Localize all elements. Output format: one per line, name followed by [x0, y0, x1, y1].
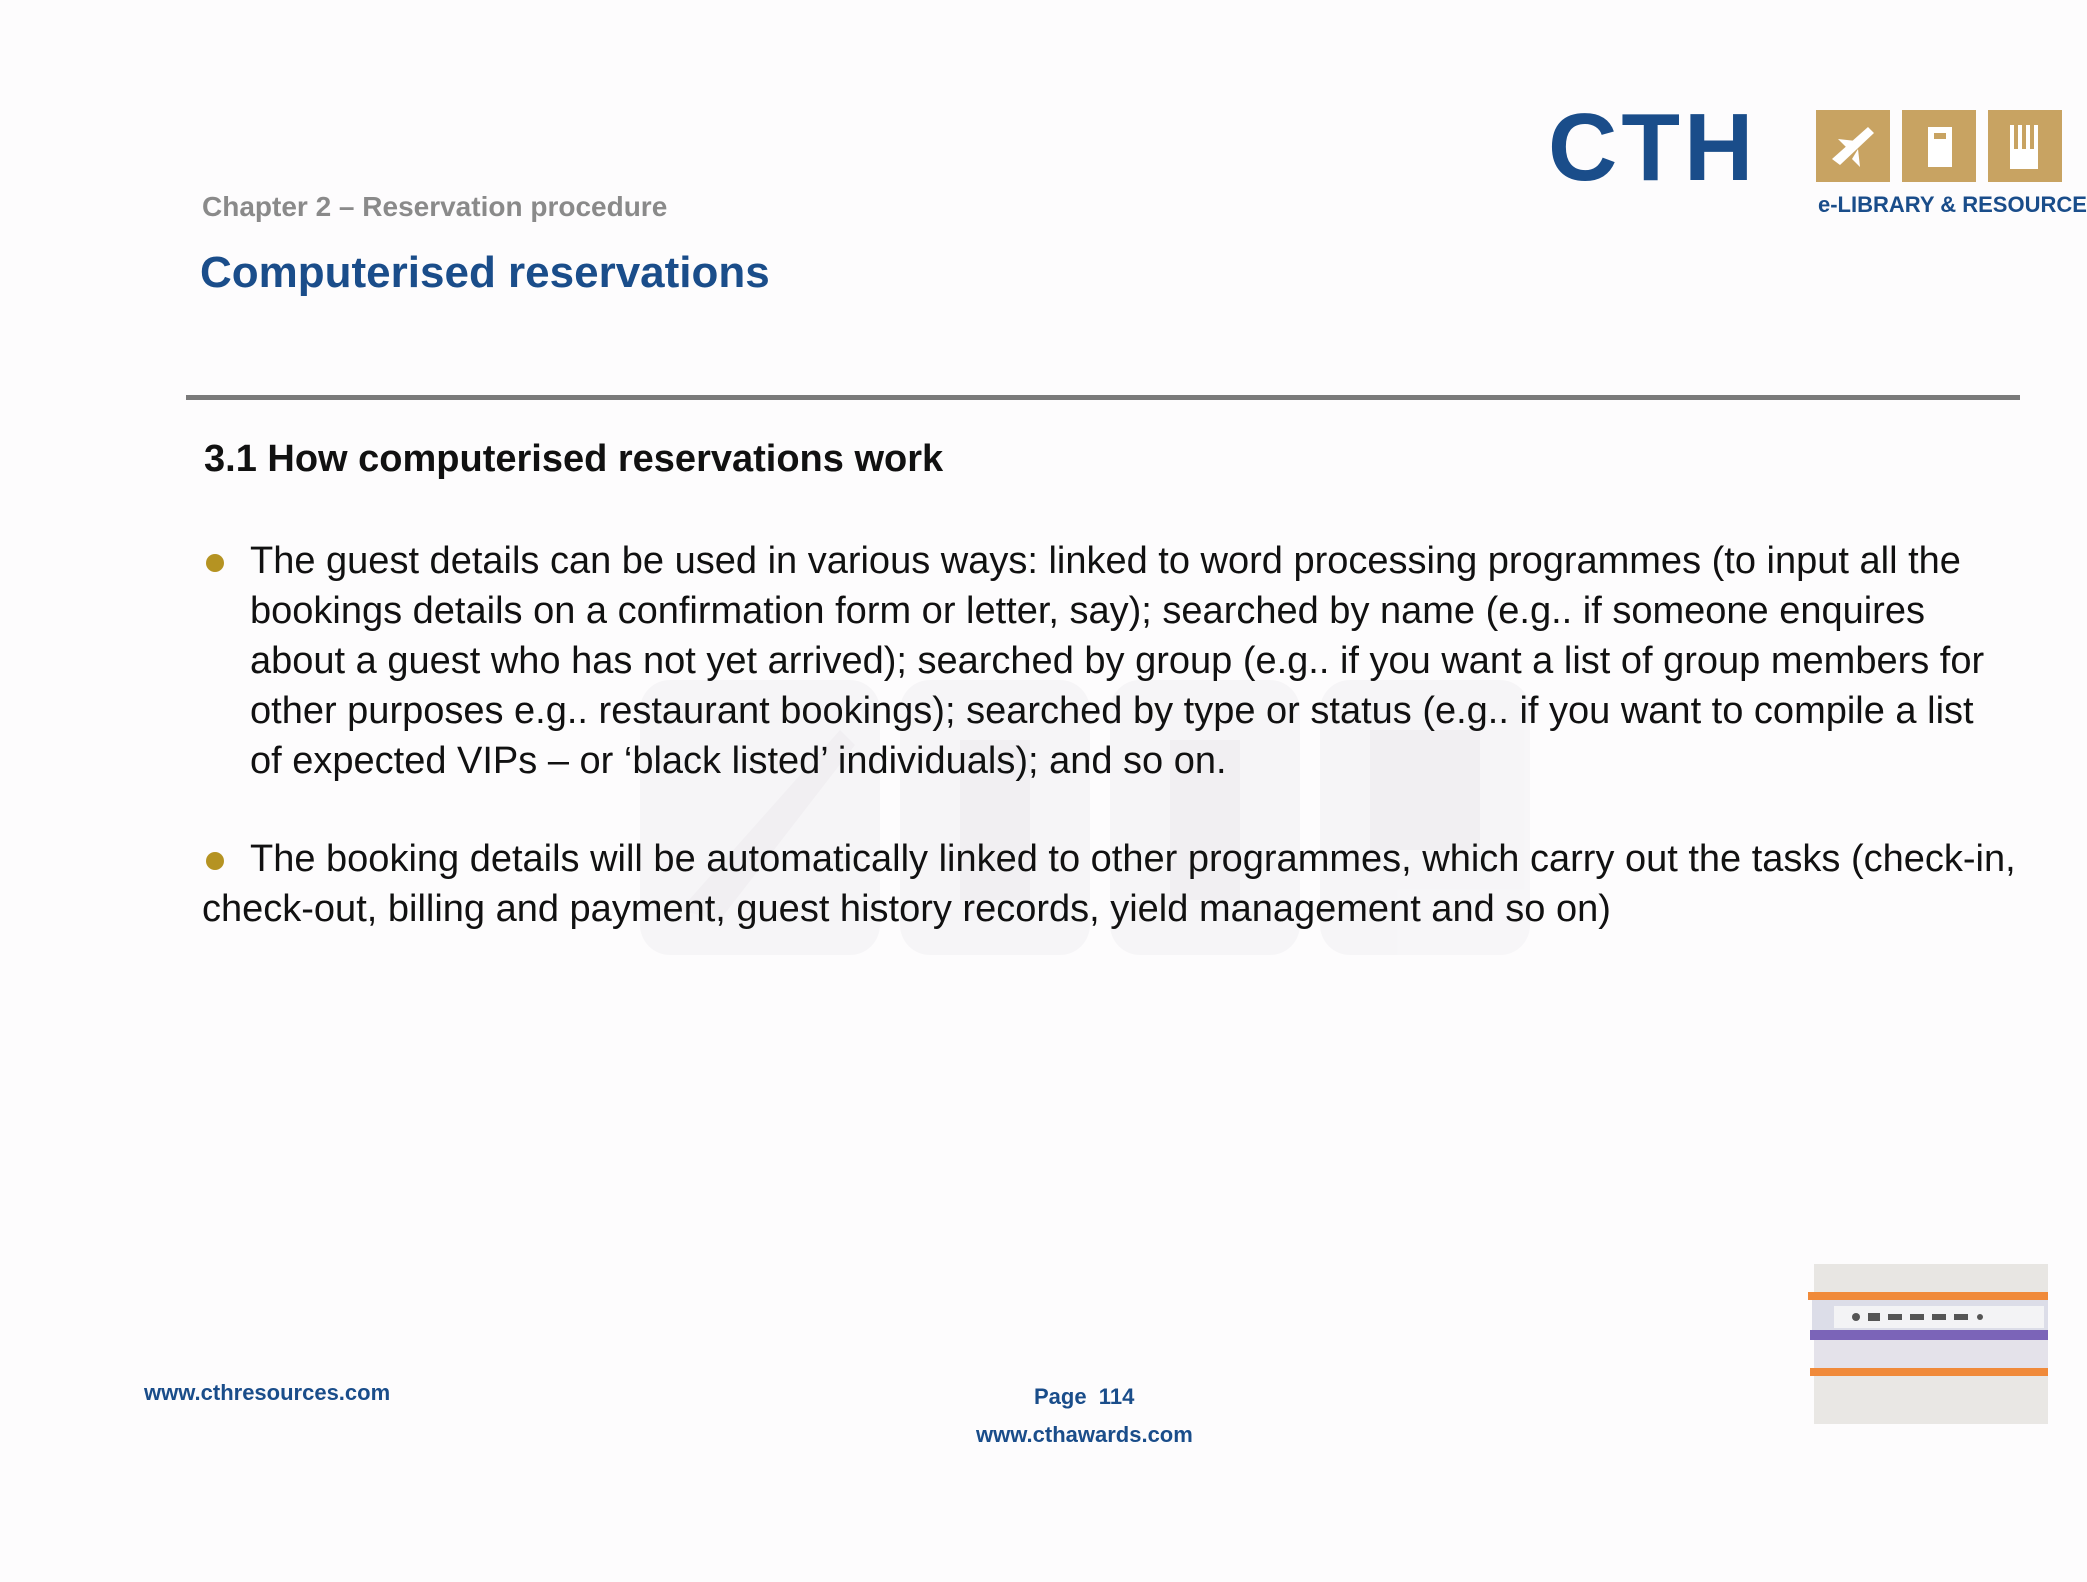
building-icon: [1902, 110, 1976, 182]
logo-subtitle: e-LIBRARY & RESOURCE: [1818, 192, 2087, 217]
bullet-item-1: The guest details can be used in various ways: linked to word processing programmes (to input all the bookings details on a confirmation form or letter, say); searched by name (e.g.. if someone enquires about a guest who has not yet arrived); searched by group (e.g.. if you want a list of group members for other purposes e.g.. restaurant bookings); searched by type or status (e.g.. if you want to compile a list of expected VIPs – or ‘black listed’ individuals); and so on.: [250, 540, 1985, 782]
section-heading: 3.1 How computerised reservations work: [204, 438, 944, 480]
page-number: Page 114: [1034, 1384, 1135, 1409]
chapter-label: Chapter 2 – Reservation procedure: [202, 191, 668, 222]
page-title: Computerised reservations: [200, 248, 770, 297]
bullet-item-2-text: The booking details will be automatically linked to other programmes, which carry out the tasks (check-in, check-out, billing and payment, guest history records, yield management and so on): [202, 838, 2016, 930]
fork-icon: [1988, 110, 2062, 182]
logo-text: CTH: [1548, 94, 1758, 201]
plane-icon: [1816, 110, 1890, 182]
bullet-item-2: [202, 834, 2022, 934]
cth-logo: [1548, 94, 2087, 220]
books-image: [1804, 1262, 2048, 1432]
divider: [186, 395, 2020, 400]
footer-left-link[interactable]: www.cthresources.com: [144, 1380, 391, 1405]
footer-center-link[interactable]: www.cthawards.com: [976, 1422, 1193, 1447]
bullet-icon: [206, 554, 224, 572]
